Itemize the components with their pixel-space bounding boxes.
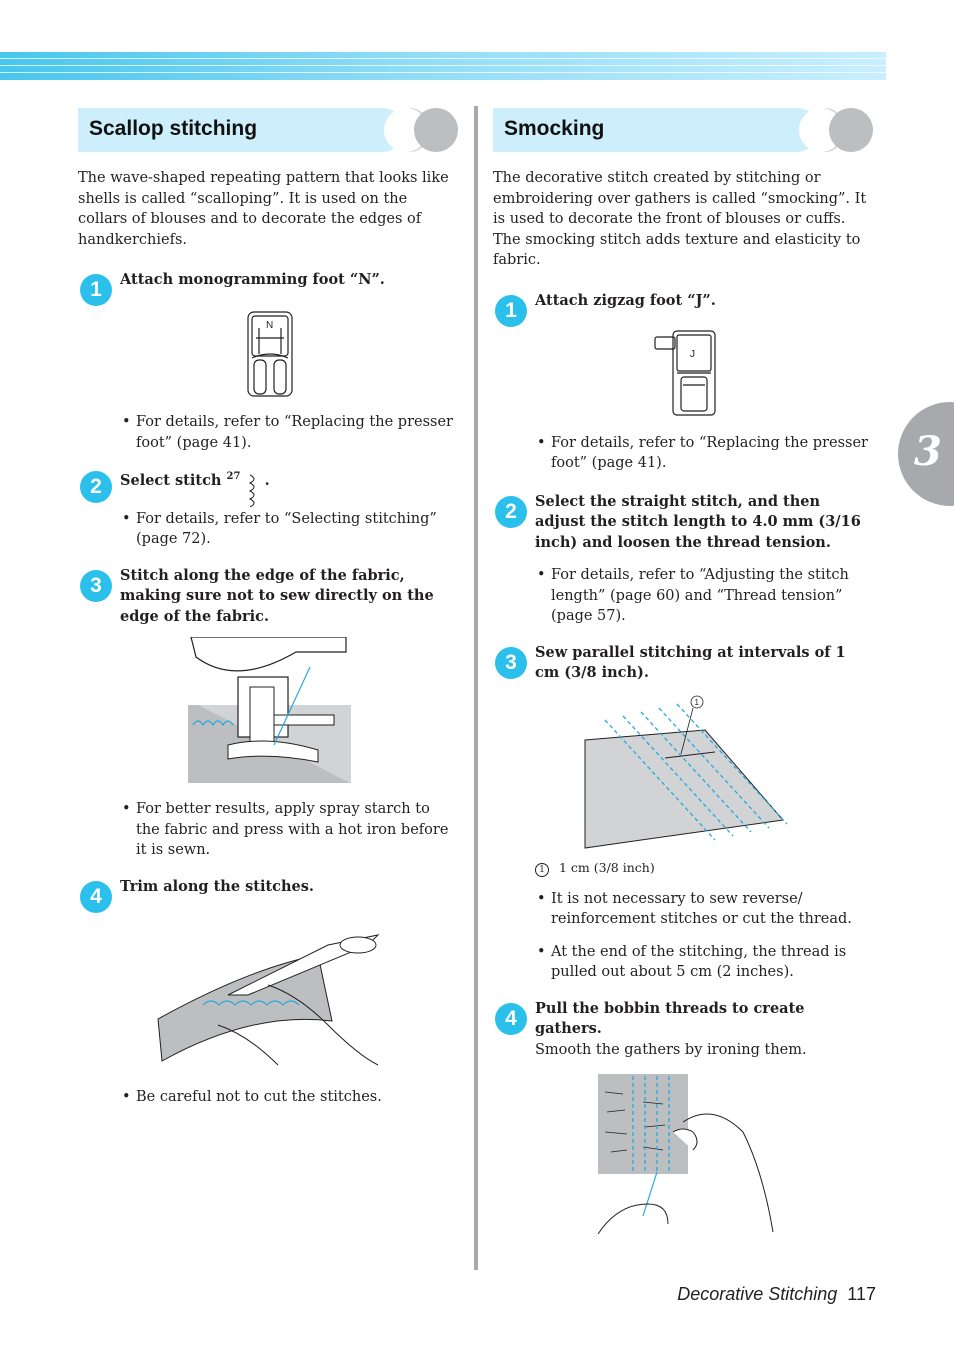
step-title: Select stitch xyxy=(120,471,222,489)
step-title: Trim along the stitches. xyxy=(120,877,314,895)
section-header xyxy=(493,108,873,152)
step-3 xyxy=(78,566,458,628)
gathers-figure xyxy=(493,1072,873,1236)
step-description: Smooth the gathers by ironing them. xyxy=(535,1041,807,1058)
section-title: Scallop stitching xyxy=(89,117,258,140)
scallop-stitch-icon xyxy=(246,473,260,507)
foot-letter: J xyxy=(690,348,695,360)
chapter-tab: 3 xyxy=(898,402,954,506)
bullet-item: • At the end of the stitching, the thread is pulled out about 5 cm (2 inches). xyxy=(493,942,873,983)
parallel-stitching-figure xyxy=(493,694,873,854)
footer-section: Decorative Stitching xyxy=(677,1284,838,1304)
monogramming-foot-figure xyxy=(78,308,458,400)
step-number: 3 xyxy=(495,647,527,679)
step-number: 1 xyxy=(80,274,112,306)
step-title: Attach monogramming foot “N”. xyxy=(120,271,385,288)
bullet-item: • It is not necessary to sew reverse/ reinforcement stitches or cut the thread. xyxy=(493,889,873,930)
bullet-item: • For better results, apply spray starch to the fabric and press with a hot iron before it is sewn. xyxy=(78,799,458,861)
zigzag-foot-figure xyxy=(493,329,873,421)
intro-text-2: The smocking stitch adds texture and elasticity to fabric. xyxy=(493,231,861,268)
step-title: Attach zigzag foot “J”. xyxy=(535,291,716,309)
intro-text: The wave-shaped repeating pattern that looks like shells is called “scalloping”. It is used on the collars of blouses and to decorate the edges of handkerchiefs. xyxy=(78,170,449,248)
intro-text: The decorative stitch created by stitching or embroidering over gathers is called “smocking”. It is used to decorate the front of blouses or cuffs. xyxy=(493,170,867,227)
bullet-item: • For details, refer to “Selecting stitching” (page 72). xyxy=(78,509,458,550)
foot-letter: N xyxy=(266,320,274,331)
sewing-scallop-figure xyxy=(78,637,458,787)
step-4 xyxy=(493,999,873,1061)
trimming-figure xyxy=(78,915,458,1075)
step-2 xyxy=(493,492,873,554)
callout-number: 1 xyxy=(694,697,699,707)
step-number: 2 xyxy=(80,471,112,503)
section-title: Smocking xyxy=(504,117,605,140)
step-3 xyxy=(493,643,873,684)
bullet-item: • For details, refer to “Replacing the presser foot” (page 41). xyxy=(78,412,458,453)
bullet-item: • For details, refer to “Replacing the presser foot” (page 41). xyxy=(493,433,873,474)
section-header xyxy=(78,108,458,152)
step-number: 3 xyxy=(80,570,112,602)
step-number: 1 xyxy=(495,295,527,327)
step-title: Sew parallel stitching at intervals of 1 cm (3/8 inch). xyxy=(535,643,846,681)
step-title: Select the straight stitch, and then adjust the stitch length to 4.0 mm (3/16 inch) and loosen the thread tension. xyxy=(535,492,861,551)
legend-number: 1 xyxy=(535,863,549,877)
step-2 xyxy=(78,467,458,507)
page-number: 117 xyxy=(847,1284,876,1304)
step-title-end: . xyxy=(264,471,270,489)
column-divider xyxy=(474,106,478,1270)
stitch-number: 27 xyxy=(226,471,241,482)
step-number: 2 xyxy=(495,496,527,528)
step-title: Pull the bobbin threads to create gathers. xyxy=(535,999,805,1037)
page-footer xyxy=(620,1284,876,1305)
bullet-item: • For details, refer to “Adjusting the stitch length” (page 60) and “Thread tension” (page 57). xyxy=(493,565,873,627)
step-number: 4 xyxy=(495,1003,527,1035)
scallop-section xyxy=(78,108,458,1107)
bullet-item: • Be careful not to cut the stitches. xyxy=(78,1087,458,1108)
smocking-section xyxy=(493,108,873,1236)
legend-text: 1 cm (3/8 inch) xyxy=(559,859,655,875)
step-1 xyxy=(78,270,458,300)
step-title: Stitch along the edge of the fabric, making sure not to sew directly on the edge of the fabric. xyxy=(120,566,434,625)
step-4 xyxy=(78,877,458,907)
top-decorative-band xyxy=(0,52,886,80)
step-1 xyxy=(493,291,873,321)
figure-legend xyxy=(493,860,873,877)
step-number: 4 xyxy=(80,881,112,913)
